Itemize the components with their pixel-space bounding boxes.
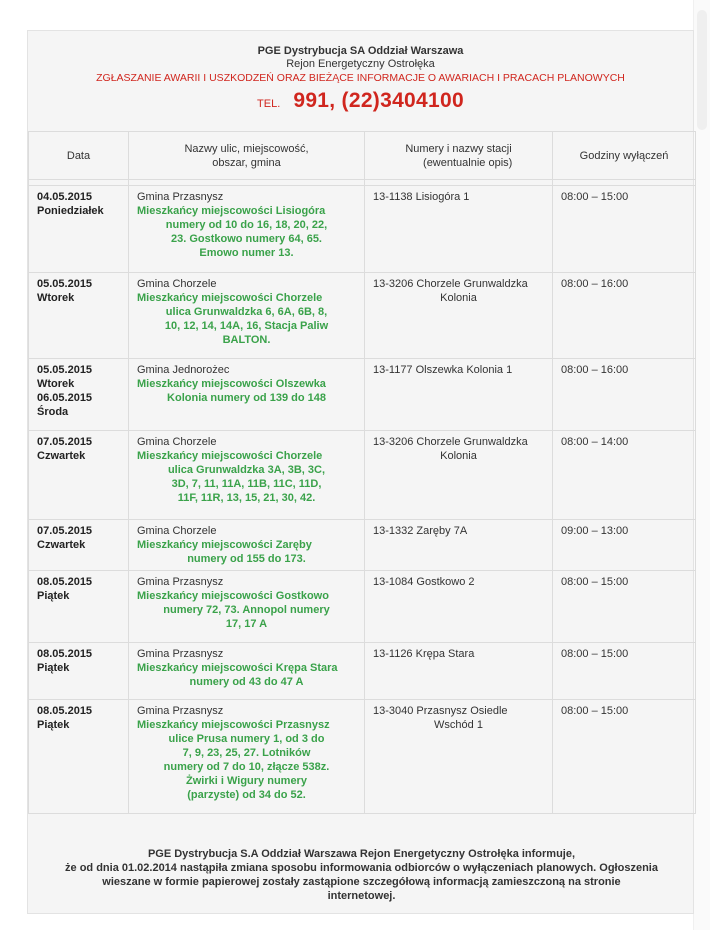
area-line: 10, 12, 14, 14A, 16, Stacja Paliw bbox=[164, 320, 329, 332]
area-line: BALTON. bbox=[222, 334, 271, 346]
table-row bbox=[29, 186, 696, 273]
area-cell bbox=[129, 571, 365, 643]
station-line: 13-1084 Gostkowo 2 bbox=[373, 576, 475, 588]
area-line: numery 72, 73. Annopol numery bbox=[163, 604, 330, 616]
scrollbar-thumb[interactable] bbox=[697, 10, 707, 130]
phone-numbers: 991, (22)3404100 bbox=[293, 89, 464, 112]
notice-header bbox=[28, 31, 693, 115]
footer-line: internetowej. bbox=[327, 890, 396, 902]
gmina-name: Gmina Przasnysz bbox=[137, 705, 224, 717]
date-line: Środa bbox=[37, 406, 69, 418]
area-line: Mieszkańcy miejscowości Lisiogóra bbox=[137, 205, 326, 217]
station-line: 13-1126 Krępa Stara bbox=[373, 648, 475, 660]
area-line: Mieszkańcy miejscowości Zaręby bbox=[137, 539, 312, 551]
footer-line: że od dnia 01.02.2014 nastąpiła zmiana sposobu informowania odbiorców o wyłączeniach planowych. Ogłoszenia bbox=[65, 862, 658, 874]
col-header-date: Data bbox=[29, 132, 129, 180]
area-cell bbox=[129, 273, 365, 359]
station-cell bbox=[365, 273, 553, 359]
station-line: Kolonia bbox=[440, 450, 477, 462]
station-line: Kolonia bbox=[440, 292, 477, 304]
date-cell bbox=[29, 520, 129, 571]
notice-footer bbox=[28, 831, 695, 913]
station-cell bbox=[365, 359, 553, 431]
gmina-name: Gmina Przasnysz bbox=[137, 191, 224, 203]
station-line: 13-1177 Olszewka Kolonia 1 bbox=[373, 364, 513, 376]
date-line: 08.05.2015 bbox=[37, 705, 93, 717]
area-cell bbox=[129, 520, 365, 571]
date-cell bbox=[29, 359, 129, 431]
date-line: 08.05.2015 bbox=[37, 576, 93, 588]
table-header-row bbox=[29, 132, 696, 180]
date-line: 05.05.2015 bbox=[37, 278, 93, 290]
area-line: 17, 17 A bbox=[225, 618, 268, 630]
footer-line: wieszane w formie papierowej zostały zastąpione szczegółową informacją zamieszczoną na stronie bbox=[102, 876, 621, 888]
area-cell bbox=[129, 700, 365, 814]
area-cell bbox=[129, 359, 365, 431]
date-cell bbox=[29, 273, 129, 359]
table-row bbox=[29, 643, 696, 700]
area-line: Mieszkańcy miejscowości Krępa Stara bbox=[137, 662, 338, 674]
phone-line bbox=[28, 89, 693, 113]
area-line: 23. Gostkowo numery 64, 65. bbox=[170, 233, 322, 245]
hours-cell: 08:00 – 15:00 bbox=[553, 700, 696, 814]
notice-title: ZGŁASZANIE AWARII I USZKODZEŃ ORAZ BIEŻĄCE INFORMACJE O AWARIACH I PRACACH PLANOWYCH bbox=[96, 72, 625, 84]
date-line: Czwartek bbox=[37, 450, 86, 462]
date-line: Wtorek bbox=[37, 292, 75, 304]
date-cell bbox=[29, 643, 129, 700]
gmina-name: Gmina Przasnysz bbox=[137, 576, 224, 588]
station-line: 13-3206 Chorzele Grunwaldzka bbox=[373, 436, 528, 448]
station-line: 13-3040 Przasnysz Osiedle bbox=[373, 705, 508, 717]
station-line: 13-1138 Lisiogóra 1 bbox=[373, 191, 470, 203]
gmina-name: Gmina Przasnysz bbox=[137, 648, 224, 660]
table-row bbox=[29, 359, 696, 431]
table-row bbox=[29, 700, 696, 814]
area-cell bbox=[129, 186, 365, 273]
area-line: numery od 155 do 173. bbox=[187, 553, 306, 565]
hours-cell: 08:00 – 15:00 bbox=[553, 643, 696, 700]
hours-cell: 08:00 – 14:00 bbox=[553, 431, 696, 520]
area-line: ulica Grunwaldzka 3A, 3B, 3C, bbox=[167, 464, 326, 476]
date-line: 06.05.2015 bbox=[37, 392, 93, 404]
gmina-name: Gmina Chorzele bbox=[137, 525, 217, 537]
date-line: Piątek bbox=[37, 590, 70, 602]
date-line: Poniedziałek bbox=[37, 205, 104, 217]
date-line: 07.05.2015 bbox=[37, 436, 93, 448]
station-cell bbox=[365, 571, 553, 643]
date-line: 08.05.2015 bbox=[37, 648, 93, 660]
phone-label: TEL. bbox=[257, 98, 281, 110]
company-name: PGE Dystrybucja SA Oddział Warszawa bbox=[257, 45, 464, 57]
station-cell bbox=[365, 643, 553, 700]
gmina-name: Gmina Chorzele bbox=[137, 436, 217, 448]
area-line: Mieszkańcy miejscowości Przasnysz bbox=[137, 719, 330, 731]
date-line: Piątek bbox=[37, 662, 70, 674]
station-cell bbox=[365, 520, 553, 571]
area-line: Emowo numer 13. bbox=[199, 247, 294, 259]
area-line: ulice Prusa numery 1, od 3 do bbox=[168, 733, 325, 745]
region-name: Rejon Energetyczny Ostrołęka bbox=[286, 58, 435, 70]
date-line: Piątek bbox=[37, 719, 70, 731]
area-line: (parzyste) od 34 do 52. bbox=[187, 789, 306, 801]
hours-cell: 08:00 – 15:00 bbox=[553, 186, 696, 273]
area-line: numery od 7 do 10, złącze 538z. bbox=[163, 761, 330, 773]
hours-cell: 08:00 – 16:00 bbox=[553, 273, 696, 359]
hours-cell: 09:00 – 13:00 bbox=[553, 520, 696, 571]
area-line: numery od 10 do 16, 18, 20, 22, bbox=[165, 219, 328, 231]
date-line: 07.05.2015 bbox=[37, 525, 93, 537]
date-cell bbox=[29, 571, 129, 643]
outage-table bbox=[28, 131, 696, 814]
hours-cell: 08:00 – 16:00 bbox=[553, 359, 696, 431]
footer-line: PGE Dystrybucja S.A Oddział Warszawa Rejon Energetyczny Ostrołęka informuje, bbox=[147, 848, 576, 860]
date-cell bbox=[29, 431, 129, 520]
area-line: Kolonia numery od 139 do 148 bbox=[167, 392, 326, 404]
station-line: 13-3206 Chorzele Grunwaldzka bbox=[373, 278, 528, 290]
area-line: 7, 9, 23, 25, 27. Lotników bbox=[182, 747, 311, 759]
gmina-name: Gmina Jednorożec bbox=[137, 364, 230, 376]
date-line: 05.05.2015 bbox=[37, 364, 93, 376]
station-cell bbox=[365, 431, 553, 520]
table-row bbox=[29, 571, 696, 643]
area-line: numery od 43 do 47 A bbox=[189, 676, 304, 688]
col-header-station: Numery i nazwy stacji (ewentualnie opis) bbox=[365, 132, 553, 180]
area-cell bbox=[129, 431, 365, 520]
area-line: Mieszkańcy miejscowości Olszewka bbox=[137, 378, 326, 390]
area-line: 11F, 11R, 13, 15, 21, 30, 42. bbox=[177, 492, 316, 504]
station-line: Wschód 1 bbox=[434, 719, 483, 731]
date-cell bbox=[29, 700, 129, 814]
outage-notice-sheet bbox=[27, 30, 694, 914]
area-line: Mieszkańcy miejscowości Gostkowo bbox=[137, 590, 329, 602]
hours-cell: 08:00 – 15:00 bbox=[553, 571, 696, 643]
station-cell bbox=[365, 186, 553, 273]
area-line: Mieszkańcy miejscowości Chorzele bbox=[137, 450, 323, 462]
station-line: 13-1332 Zaręby 7A bbox=[373, 525, 468, 537]
date-cell bbox=[29, 186, 129, 273]
area-line: ulica Grunwaldzka 6, 6A, 6B, 8, bbox=[165, 306, 328, 318]
col-header-hours: Godziny wyłączeń bbox=[553, 132, 696, 180]
area-line: Żwirki i Wigury numery bbox=[186, 775, 307, 787]
area-line: 3D, 7, 11, 11A, 11B, 11C, 11D, bbox=[171, 478, 322, 490]
date-line: Czwartek bbox=[37, 539, 86, 551]
table-row bbox=[29, 520, 696, 571]
area-cell bbox=[129, 643, 365, 700]
table-row bbox=[29, 431, 696, 520]
station-cell bbox=[365, 700, 553, 814]
table-row bbox=[29, 273, 696, 359]
col-header-area: Nazwy ulic, miejscowość, obszar, gmina bbox=[129, 132, 365, 180]
date-line: Wtorek bbox=[37, 378, 75, 390]
gmina-name: Gmina Chorzele bbox=[137, 278, 217, 290]
area-line: Mieszkańcy miejscowości Chorzele bbox=[137, 292, 323, 304]
date-line: 04.05.2015 bbox=[37, 191, 93, 203]
